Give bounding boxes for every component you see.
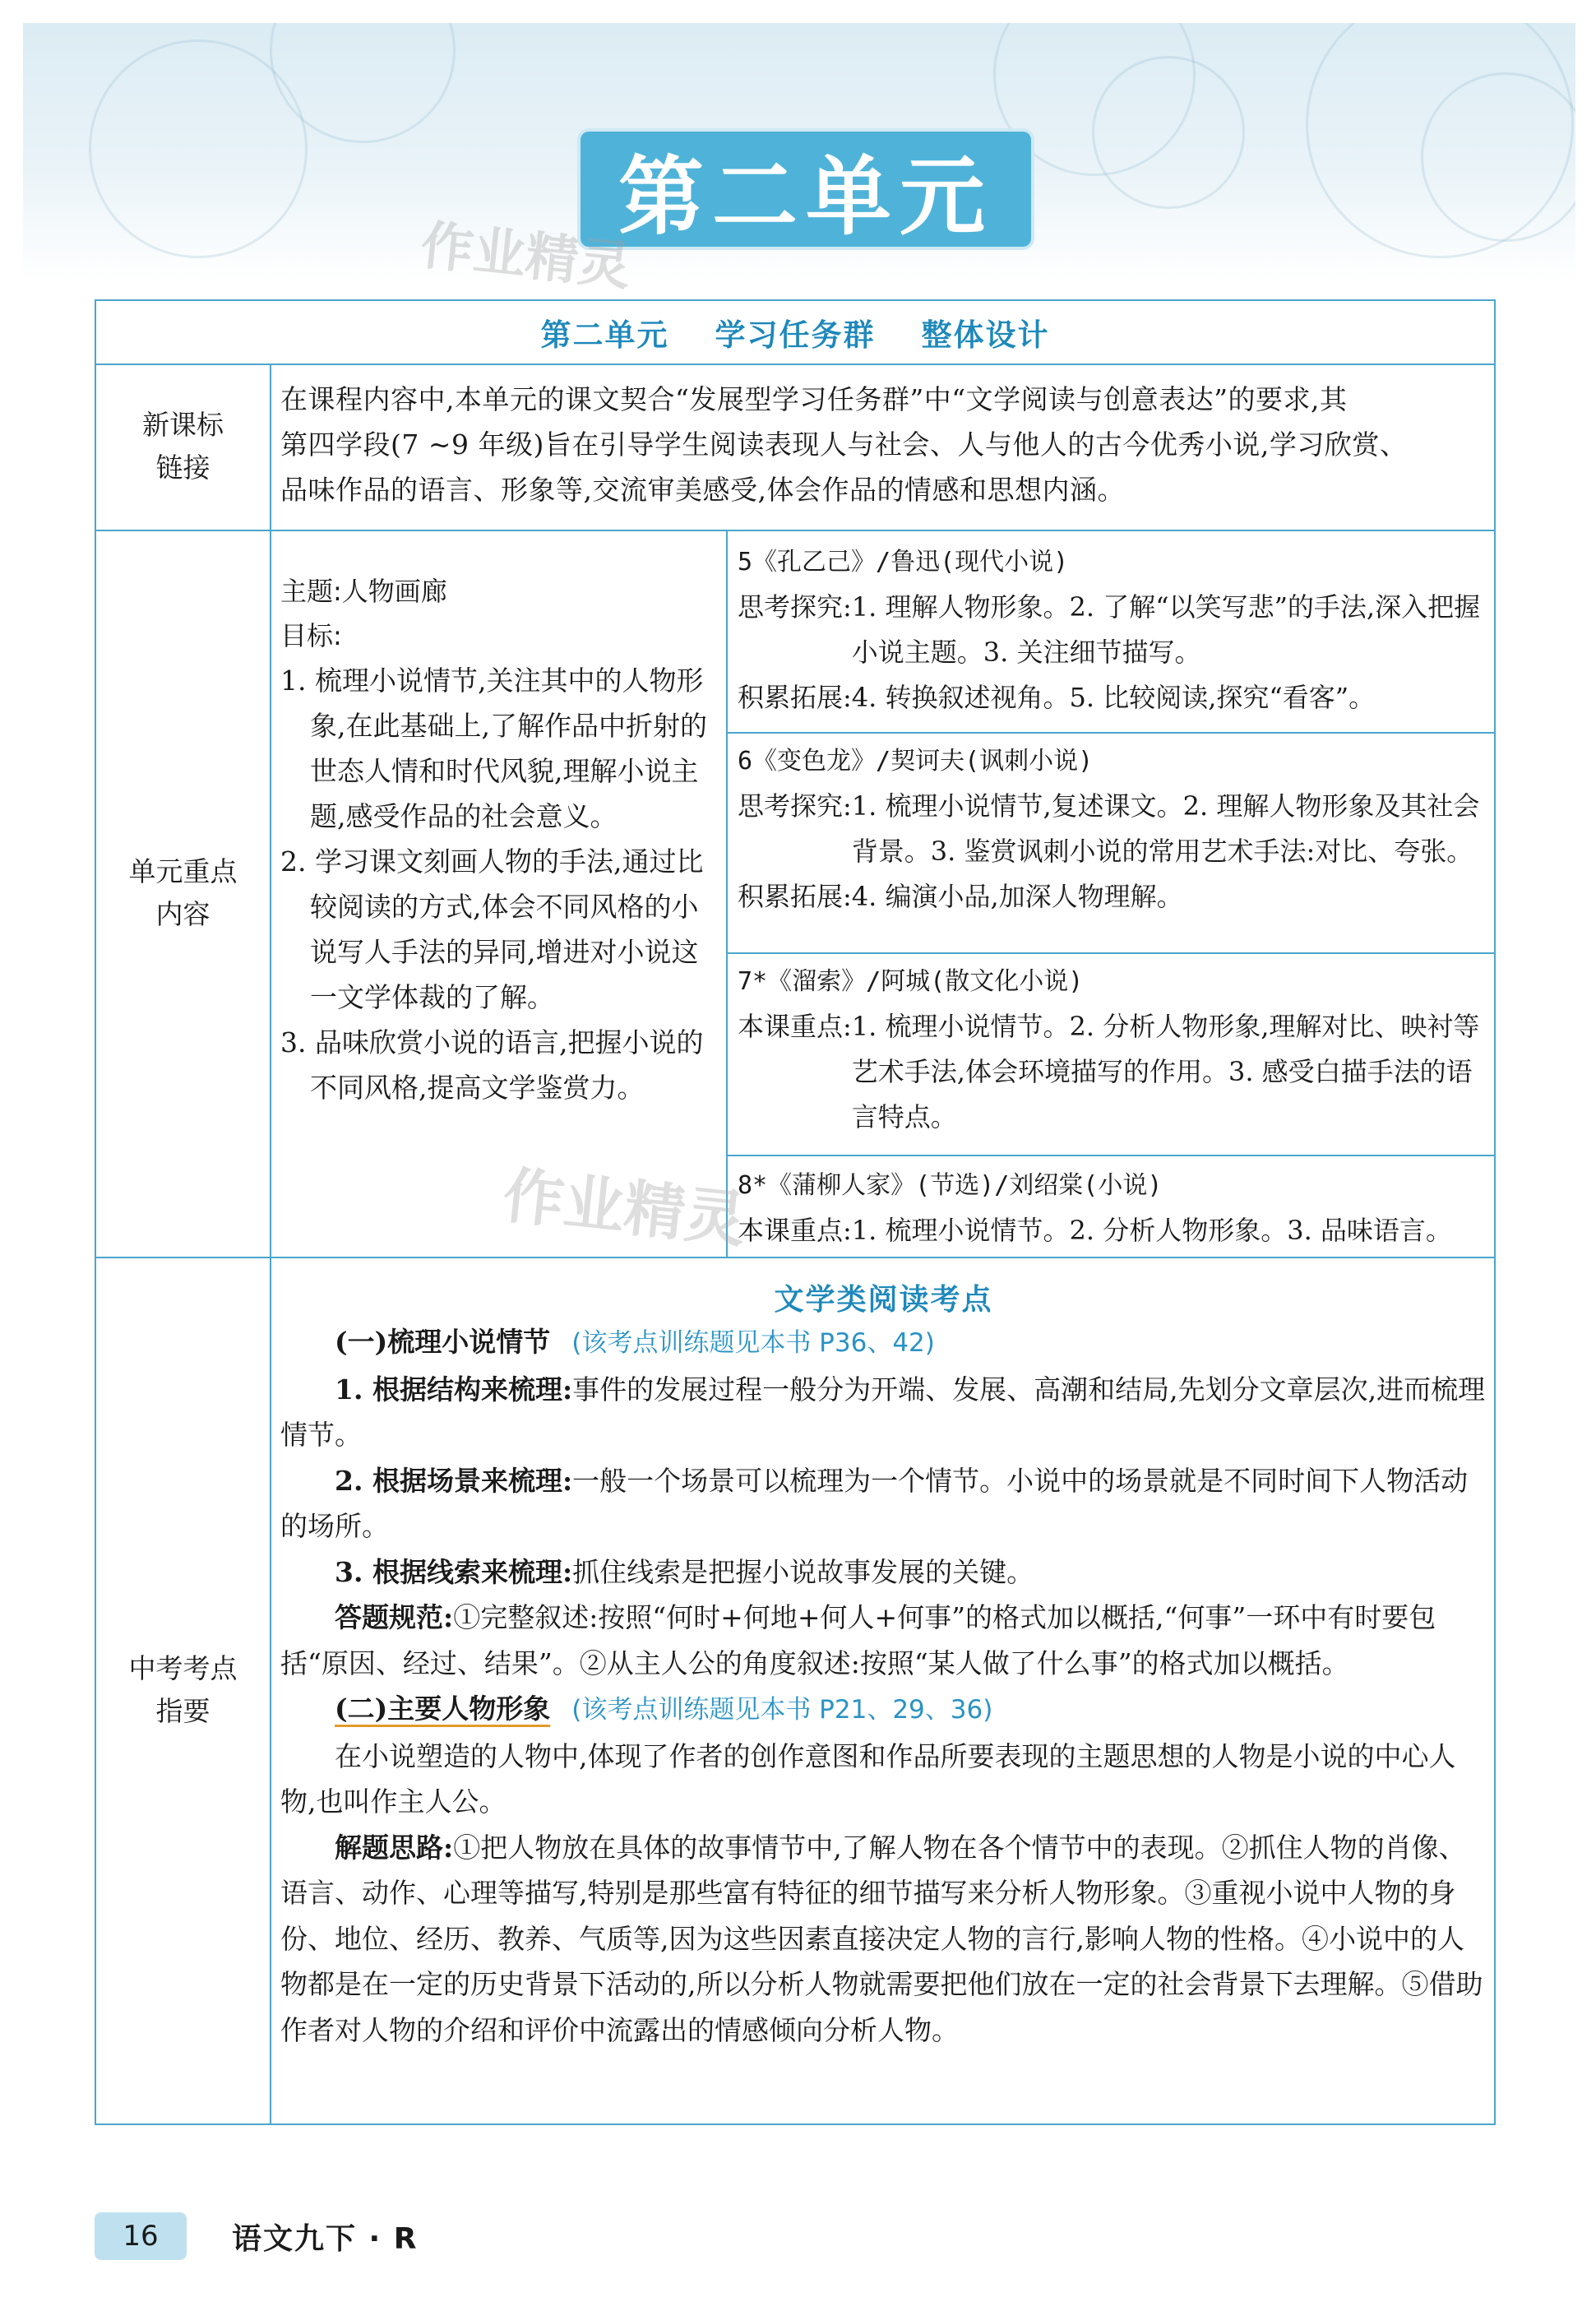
unit-goals [280,658,716,1110]
label-exam-points: 中考考点 指要 [128,1652,238,1727]
unit-title: 第二单元 [581,132,1031,247]
part1-item: 2. 根据场景来梳理:一般一个场景可以梳理为一个情节。小说中的场景就是不同时间下人物活动的场所。 [280,1464,1469,1542]
watermark: 作业精灵 [499,1160,750,1257]
part1-item: 答题规范:①完整叙述:按照“何时+何地+何人+何事”的格式加以概括,“何事”一环中有时要包括“原因、经过、结果”。②从主人公的角度叙述:按照“某人做了什么事”的格式加以概括。 [280,1601,1436,1679]
part1-item: 1. 根据结构来梳理:事件的发展过程一般分为开端、发展、高潮和结局,先划分文章层次,进而梳理情节。 [280,1373,1486,1451]
label-curriculum-link: 新课标 链接 [142,409,224,484]
curriculum-link-text: 在课程内容中,本单元的课文契合“发展型学习任务群”中“文学阅读与创意表达”的要求,其 第四学段(7 ~9 年级)旨在引导学生阅读表现人与社会、人与他人的古今优秀小说,学习欣赏、 品味作品的语言、形象等,交流审美感受,体会作品的情感和思想内涵。 [280,383,1408,506]
part1-title: (一)梳理小说情节 (该考点训练题见本书 P36、42) [335,1326,935,1358]
goal-item: 1. 梳理小说情节,关注其中的人物形象,在此基础上,了解作品中折射的世态人情和时代风貌,理解小说主题,感受作品的社会意义。 [280,665,707,832]
lesson-6: 6《变色龙》/契诃夫(讽刺小说) 思考探究: 1. 梳理小说情节,复述课文。2. 理解人物形象及其社会背景。3. 鉴赏讽刺小说的常用艺术手法:对比、夸张。 积累拓展: 4. 编演小品,加深人物理解。 [738,747,1480,912]
book-label: 语文九下 · R [232,2221,419,2256]
part2-title: (二)主要人物形象 (该考点训练题见本书 P21、29、36) [335,1693,993,1725]
part2-approach: 解题思路:①把人物放在具体的故事情节中,了解人物在各个情节中的表现。②抓住人物的肖像、语言、动作、心理等描写,特别是那些富有特征的细节描写来分析人物形象。③重视小说中人物的身份、地位、经历、教养、气质等,因为这些因素直接决定人物的言行,影响人物的性格。④小说中的人物都是在一定的历史背景下活动的,所以分析人物就需要把他们放在一定的社会背景下去理解。⑤借助作者对人物的介绍和评价中流露出的情感倾向分析人物。 [280,1831,1483,2046]
decoration-swirl [1092,56,1245,209]
exam-section-title: 文学类阅读考点 [774,1282,993,1317]
page-number: 16 [95,2212,187,2260]
label-key-content: 单元重点 内容 [128,855,238,930]
unit-theme: 主题:人物画廊 目标: [280,576,447,651]
watermark: 作业精灵 [418,215,634,299]
exam-points-content [280,1319,1489,2053]
table-header: 第二单元 学习任务群 整体设计 [540,317,1050,353]
goal-item: 2. 学习课文刻画人物的手法,通过比较阅读的方式,体会不同风格的小说写人手法的异同,增进对小说这一文学体裁的了解。 [280,845,704,1013]
lesson-8: 8*《蒲柳人家》(节选)/刘绍棠(小说) 本课重点: 1. 梳理小说情节。2. 分析人物形象。3. 品味语言。 [738,1171,1452,1246]
lesson-7: 7*《溜索》/阿城(散文化小说) 本课重点: 1. 梳理小说情节。2. 分析人物形象,理解对比、映衬等艺术手法,体会环境描写的作用。3. 感受白描手法的语言特点。 [738,967,1480,1132]
part1-item: 3. 根据线索来梳理:抓住线索是把握小说故事发展的关键。 [335,1555,1034,1588]
unit-design-table [95,299,1496,2125]
lesson-5: 5《孔乙己》/鲁迅(现代小说) 思考探究: 1. 理解人物形象。2. 了解“以笑写悲”的手法,深入把握小说主题。3. 关注细节描写。 积累拓展: 4. 转换叙述视角。5. 比较阅读,探究“看客”。 [738,548,1481,713]
goal-item: 3. 品味欣赏小说的语言,把握小说的不同风格,提高文学鉴赏力。 [280,1026,704,1104]
part2-intro: 在小说塑造的人物中,体现了作者的创作意图和作品所要表现的主题思想的人物是小说的中心人物,也叫作主人公。 [280,1739,1456,1818]
